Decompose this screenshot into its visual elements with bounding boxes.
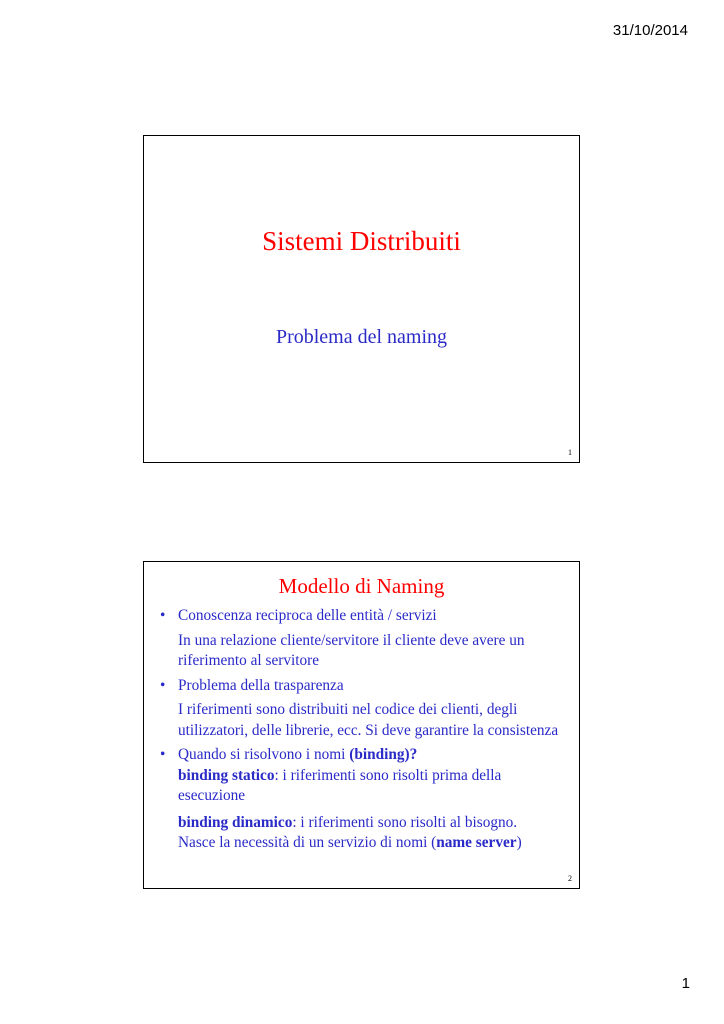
- slide-1: [143, 135, 580, 463]
- bullet-knowledge: [160, 606, 565, 627]
- slide-1-title: Sistemi Distribuiti: [262, 226, 461, 256]
- slide-1-number: 1: [568, 448, 572, 457]
- knowledge-text: In una relazione cliente/servitore il cliente deve avere un riferimento al servitore: [178, 631, 525, 669]
- name-server-term: name server: [436, 834, 517, 851]
- bullet-transparency-label: Problema della trasparenza: [178, 676, 344, 694]
- name-server-suffix: ): [516, 834, 522, 851]
- page-date: 31/10/2014: [612, 22, 688, 39]
- slide-2-number: 2: [568, 874, 572, 883]
- name-server-prefix: Nasce la necessità di un servizio di nomi (: [178, 834, 437, 851]
- bullet-icon: •: [160, 676, 166, 694]
- bullet-transparency: [160, 676, 565, 697]
- static-binding-desc: : i riferimenti sono risolti prima della esecuzione: [178, 766, 502, 804]
- slide-1-subtitle: Problema del naming: [275, 326, 448, 348]
- dynamic-binding-term: binding dinamico: [178, 813, 293, 831]
- binding-term: (binding)?: [349, 746, 418, 763]
- slide-2: [143, 561, 580, 889]
- bullet-knowledge-label: Conoscenza reciproca delle entità / servizi: [178, 607, 437, 624]
- dynamic-binding-desc: : i riferimenti sono risolti al bisogno.: [292, 813, 518, 831]
- static-binding-text: [160, 766, 565, 807]
- bullet-binding-label: Quando si risolvono i nomi: [178, 746, 350, 763]
- transparency-text: I riferimenti sono distribuiti nel codice dei clienti, degli utilizzatori, delle librerie, ecc. Si deve garantire la consistenza: [178, 701, 559, 739]
- bullet-binding: [160, 745, 565, 766]
- static-binding-term: binding statico: [178, 766, 275, 784]
- page-number: 1: [681, 975, 690, 992]
- bullet-icon: •: [160, 607, 166, 624]
- slide-2-body: [160, 606, 565, 854]
- dynamic-binding-text: [160, 813, 565, 854]
- bullet-icon: •: [160, 746, 166, 763]
- slide-2-title: Modello di Naming: [278, 574, 445, 598]
